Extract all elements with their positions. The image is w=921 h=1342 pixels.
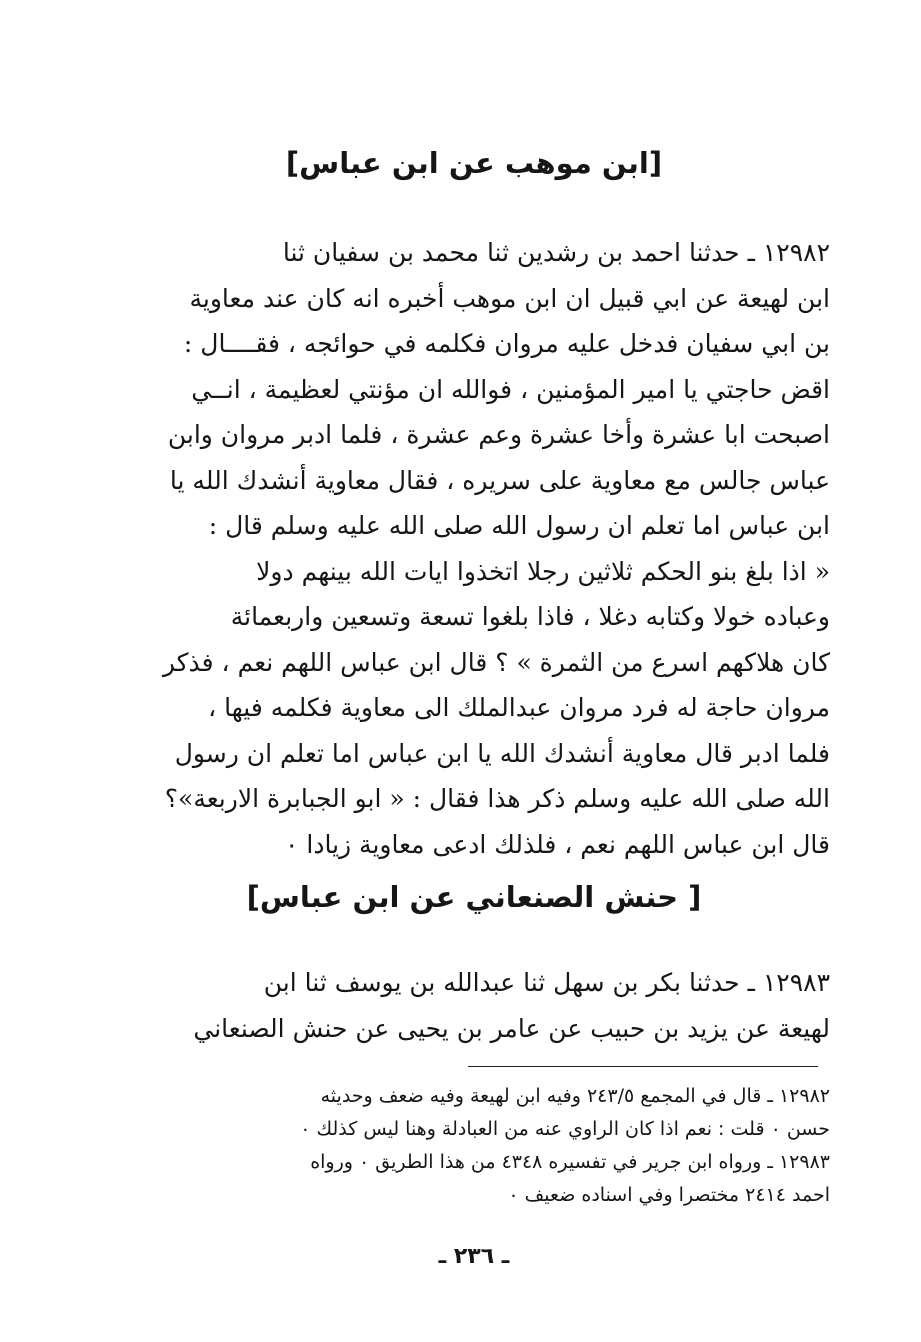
text-line: الله صلى الله عليه وسلم ذكر هذا فقال : « ابو الجبابرة الاربعة»؟	[164, 784, 830, 813]
footnote-line: حسن ٠ قلت : نعم اذا كان الراوي عنه من العبادلة وهنا ليس كذلك ٠	[300, 1118, 830, 1140]
text-line: ١٢٩٨٢ ـ حدثنا احمد بن رشدين ثنا محمد بن سفيان ثنا	[282, 238, 830, 267]
text-line: اقض حاجتي يا امير المؤمنين ، فوالله ان مؤنتي لعظيمة ، انــي	[191, 374, 830, 404]
text-line: قال ابن عباس اللهم نعم ، فلذلك ادعى معاوية زيادا ٠	[285, 829, 830, 859]
hadith-12983-text	[118, 960, 830, 1051]
text-line: فلما ادبر قال معاوية أنشدك الله يا ابن عباس اما تعلم ان رسول	[174, 738, 830, 768]
text-line: ابن عباس اما تعلم ان رسول الله صلى الله عليه وسلم قال :	[208, 511, 830, 540]
page-number: ـ ٢٣٦ ـ	[438, 1244, 510, 1269]
section-heading-hanash: [ حنش الصنعاني عن ابن عباس]	[246, 880, 702, 914]
text-line: وعباده خولا وكتابه دغلا ، فاذا بلغوا تسعة وتسعين واربعمائة	[230, 602, 830, 631]
text-line: ابن لهيعة عن ابي قبيل ان ابن موهب أخبره انه كان عند معاوية	[189, 283, 830, 313]
footnote-line: ١٢٩٨٣ ـ ورواه ابن جرير في تفسيره ٤٣٤٨ من هذا الطريق ٠ ورواه	[310, 1151, 830, 1173]
footnote-line: احمد ٢٤١٤ مختصرا وفي اسناده ضعيف ٠	[508, 1184, 830, 1206]
footnote-divider	[468, 1066, 818, 1067]
text-line: مروان حاجة له فرد مروان عبدالملك الى معاوية فكلمه فيها ،	[208, 693, 830, 722]
text-line: بن ابي سفيان فدخل عليه مروان فكلمه في حوائجه ، فقــــال :	[183, 329, 830, 358]
text-line: عباس جالس مع معاوية على سريره ، فقال معاوية أنشدك الله يا	[169, 465, 830, 495]
text-line: اصبحت ابا عشرة وأخا عشرة وعم عشرة ، فلما ادبر مروان وابن	[167, 420, 830, 449]
hadith-12982-text	[118, 230, 830, 867]
book-page	[118, 0, 830, 1342]
text-line: « اذا بلغ بنو الحكم ثلاثين رجلا اتخذوا ايات الله بينهم دولا	[256, 556, 830, 586]
section-heading-ibn-mawhab: [ابن موهب عن ابن عباس]	[285, 146, 663, 180]
footnotes	[118, 1080, 830, 1212]
footnote-line: ١٢٩٨٢ ـ قال في المجمع ٢٤٣/٥ وفيه ابن لهيعة وفيه ضعف وحديثه	[320, 1085, 830, 1107]
text-line: كان هلاكهم اسرع من الثمرة » ؟ قال ابن عباس اللهم نعم ، فذكر	[162, 647, 830, 677]
text-line: ١٢٩٨٣ ـ حدثنا بكر بن سهل ثنا عبدالله بن يوسف ثنا ابن	[263, 968, 830, 997]
text-line: لهيعة عن يزيد بن حبيب عن عامر بن يحيى عن حنش الصنعاني	[193, 1013, 830, 1043]
